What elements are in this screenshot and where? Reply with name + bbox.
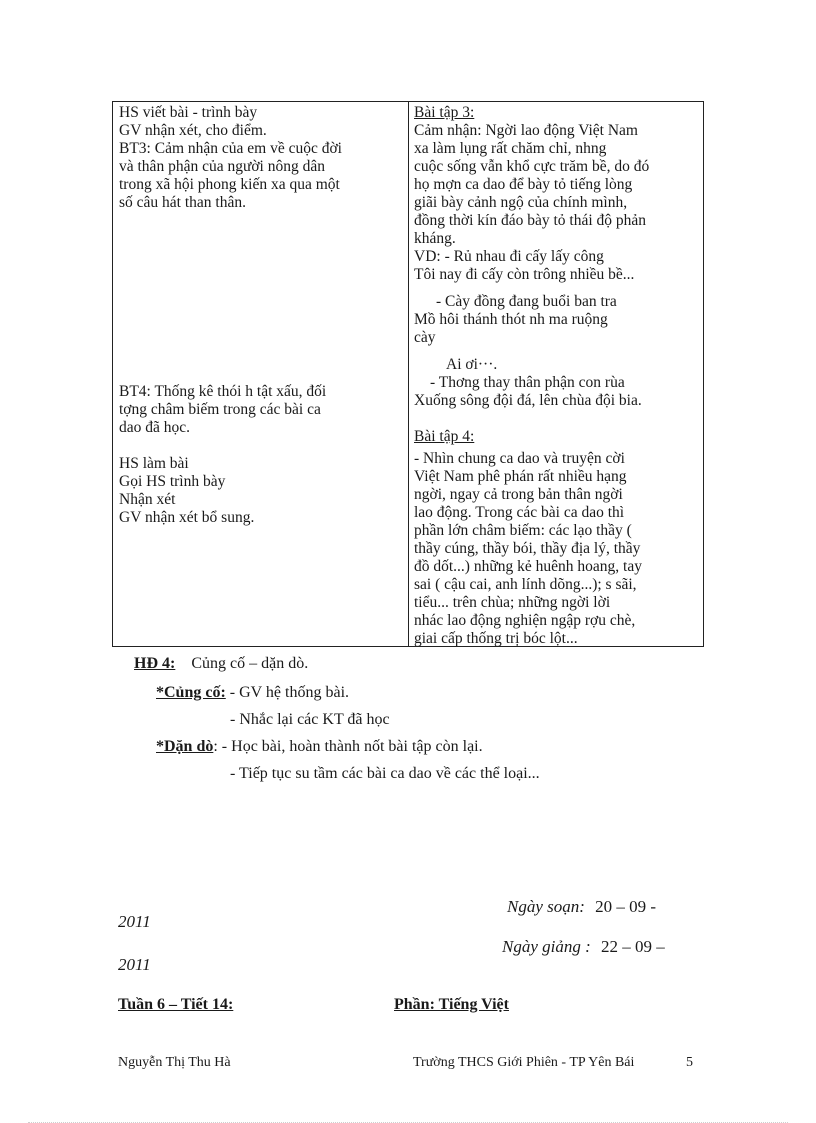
danddo-text: : - Học bài, hoàn thành nốt bài tập còn lại. [213,738,483,755]
text-line: và thân phận của người nông dân [119,158,325,175]
footer-school: Trường THCS Giới Phiên - TP Yên Bái [413,1055,635,1070]
activity-column [119,104,404,527]
text-line: GV nhận xét bổ sung. [119,509,255,526]
exercise-3-heading: Bài tập 3: [414,104,475,121]
text-line: Nhận xét [119,491,176,508]
text-line: họ mợn ca dao để bày tỏ tiếng lòng [414,176,633,193]
footer-author: Nguyễn Thị Thu Hà [118,1055,231,1070]
text-line: HS làm bài [119,455,189,472]
text-line: BT4: Thống kê thói h tật xấu, đối [119,383,327,400]
verse-line: Xuống sông đội đá, lên chùa đội bia. [414,392,642,409]
part-title: Phần: Tiếng Việt [394,996,509,1013]
danddo-line-2: - Tiếp tục su tầm các bài ca dao về các thể loại... [230,765,540,782]
text-line: đồng thời kín đáo bày tỏ thái độ phản [414,212,647,229]
verse-line: Mồ hôi thánh thót nh ma ruộng [414,311,608,328]
text-line: GV nhận xét, cho điểm. [119,122,267,139]
hd4-line [134,655,308,673]
text-line: Cảm nhận: Ngời lao động Việt Nam [414,122,638,139]
date-giang [502,937,665,957]
text-line: xa làm lụng rất chăm chỉ, nhng [414,140,607,157]
date-giang-label: Ngày giảng : [502,937,591,956]
verse-line: - Thơng thay thân phận con rùa [430,374,625,391]
text-line: nhác lao động nghiện ngập rợu chè, [414,612,636,629]
cungco-line-2: - Nhắc lại các KT đã học [230,711,390,728]
text-line: cuộc sống vẫn khổ cực trăm bề, do đó [414,158,650,175]
date-soan [507,897,656,917]
text-line: ngời, ngay cả trong bản thân ngời [414,486,623,503]
year-2: 2011 [118,955,151,974]
text-line: giãi bày cảnh ngộ của chính mình, [414,194,628,211]
danddo-line [156,738,483,756]
text-line: Việt Nam phê phán rất nhiều hạng [414,468,627,485]
hd4-label: HĐ 4: [134,655,176,672]
date-giang-value: 22 – 09 – [601,937,665,956]
date-soan-label: Ngày soạn: [507,897,585,916]
hd4-text: Củng cố – dặn dò. [191,655,309,672]
verse-line: - Cày đồng đang buổi ban tra [436,293,617,310]
verse-line: cày [414,329,436,346]
text-line: dao đã học. [119,419,191,436]
text-line: HS viết bài - trình bày [119,104,258,121]
danddo-label: *Dặn dò [156,738,214,755]
week-title: Tuần 6 – Tiết 14: [118,996,234,1013]
cungco-label: *Củng cố: [156,684,226,701]
text-line: Tôi nay đi cấy còn trông nhiều bề... [414,266,635,283]
text-line: số câu hát than thân. [119,194,246,211]
text-line: - Nhìn chung ca dao và truyện cời [414,450,625,467]
lesson-table [112,101,704,647]
text-line: trong xã hội phong kiến xa qua một [119,176,340,193]
year-1: 2011 [118,912,151,931]
text-line: VD: - Rủ nhau đi cấy lấy công [414,248,604,265]
text-line: đồ dốt...) những kẻ huênh hoang, tay [414,558,642,575]
verse-line: Ai ơi···. [446,356,498,373]
text-line: thầy cúng, thầy bói, thầy địa lý, thầy [414,540,641,557]
exercise-4-heading: Bài tập 4: [414,428,475,445]
date-soan-value: 20 – 09 - [595,897,657,916]
text-line: Gọi HS trình bày [119,473,226,490]
text-line: lao động. Trong các bài ca dao thì [414,504,625,521]
text-line: sai ( cậu cai, anh lính dõng...); s sãi, [414,576,637,593]
text-line: phần lớn châm biếm: các lạo thầy ( [414,522,632,539]
text-line: BT3: Cảm nhận của em về cuộc đời [119,140,342,157]
text-line: kháng. [414,230,456,247]
text-line: giai cấp thống trị bóc lột... [414,630,578,646]
cungco-line [156,684,349,702]
column-divider [408,102,409,646]
cungco-text: - GV hệ thống bài. [225,684,350,701]
footer-page-number: 5 [686,1055,693,1070]
text-line: tiểu... trên chùa; những ngời lời [414,594,611,611]
content-column [414,104,702,646]
text-line: tợng châm biếm trong các bài ca [119,401,321,418]
